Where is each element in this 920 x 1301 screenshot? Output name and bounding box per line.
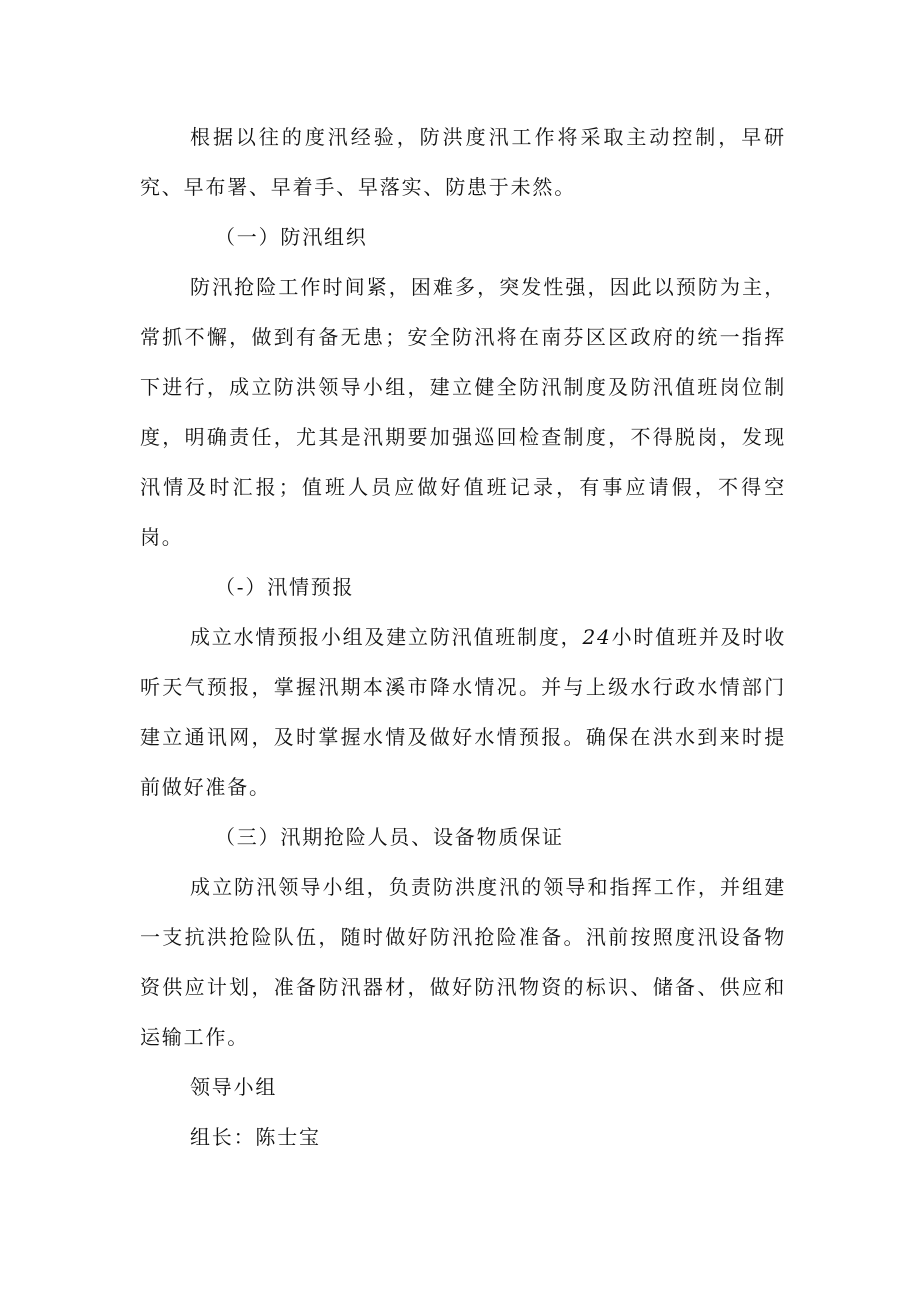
document-body: [140, 112, 786, 1162]
paragraph-flood-organization: 防汛抢险工作时间紧，困难多，突发性强，因此以预防为主，常抓不懈，做到有备无患；安全防汛将在南芬区区政府的统一指挥下进行，成立防洪领导小组，建立健全防汛制度及防汛值班岗位制度，明确责任，尤其是汛期要加强巡回检查制度，不得脱岗，发现汛情及时汇报；值班人员应做好值班记录，有事应请假，不得空岗。: [140, 275, 786, 549]
paragraph-flood-forecast-hours: 24: [582, 625, 612, 649]
line-leadership-group: 领导小组: [190, 1075, 278, 1099]
paragraph-rescue-support: 成立防汛领导小组，负责防洪度汛的领导和指挥工作，并组建一支抗洪抢险队伍，随时做好防汛抢险准备。汛前按照度汛设备物资供应计划，准备防汛器材，做好防汛物资的标识、储备、供应和运输工作。: [140, 875, 786, 1049]
section-heading-flood-forecast: （-）汛情预报: [215, 575, 355, 599]
paragraph-flood-forecast-part-1: 成立水情预报小组及建立防汛值班制度，: [190, 625, 583, 649]
paragraph-flood-forecast-part-2: 小时值班并及时收听天气预报，掌握汛期本溪市降水情况。并与上级水行政水情部门建立通讯网，及时掌握水情及做好水情预报。确保在洪水到来时提前做好准备。: [140, 625, 787, 799]
line-group-leader: 组长：陈士宝: [190, 1125, 321, 1149]
paragraph-intro: 根据以往的度汛经验，防洪度汛工作将采取主动控制，早研究、早布署、早着手、早落实、防患于未然。: [140, 125, 786, 199]
section-heading-flood-organization: （一）防汛组织: [215, 225, 368, 249]
paragraph-flood-forecast: [140, 612, 786, 812]
section-heading-rescue-support: （三）汛期抢险人员、设备物质保证: [215, 825, 564, 849]
